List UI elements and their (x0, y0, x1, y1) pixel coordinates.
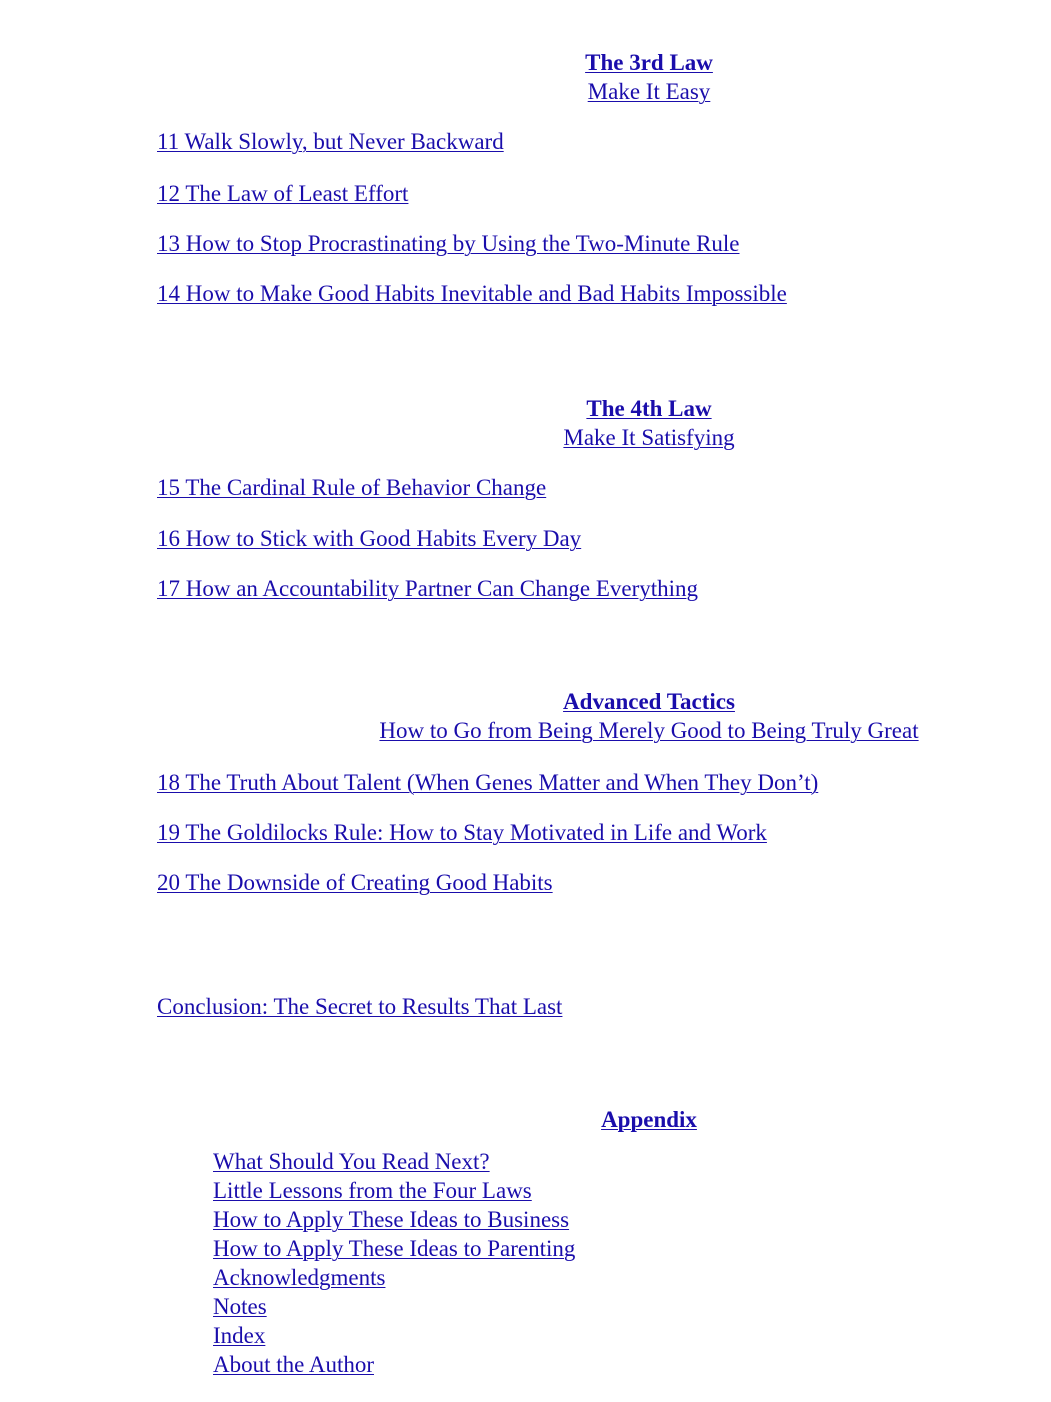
appendix-item-link[interactable]: Little Lessons from the Four Laws (213, 1178, 532, 1203)
advanced-tactics-title-link[interactable]: Advanced Tactics (563, 689, 735, 714)
part-3-title-link[interactable]: The 3rd Law (585, 50, 713, 75)
part-4-subtitle-link[interactable]: Make It Satisfying (563, 425, 735, 450)
appendix-item-link[interactable]: What Should You Read Next? (213, 1149, 490, 1174)
advanced-tactics-subtitle-link[interactable]: How to Go from Being Merely Good to Being Truly Great (379, 718, 919, 743)
appendix-item-link[interactable]: About the Author (213, 1352, 374, 1377)
appendix-item-link[interactable]: How to Apply These Ideas to Parenting (213, 1236, 576, 1261)
chapter-11-link[interactable]: 11 Walk Slowly, but Never Backward (157, 129, 504, 154)
conclusion-link[interactable]: Conclusion: The Secret to Results That Last (157, 994, 563, 1019)
chapter-19-link[interactable]: 19 The Goldilocks Rule: How to Stay Motivated in Life and Work (157, 820, 767, 845)
appendix-item-link[interactable]: How to Apply These Ideas to Business (213, 1207, 570, 1232)
chapter-13-link[interactable]: 13 How to Stop Procrastinating by Using the Two-Minute Rule (157, 231, 740, 256)
appendix-item-link[interactable]: Acknowledgments (213, 1265, 386, 1290)
chapter-20-link[interactable]: 20 The Downside of Creating Good Habits (157, 870, 553, 895)
chapter-18-link[interactable]: 18 The Truth About Talent (When Genes Matter and When They Don’t) (157, 770, 819, 795)
chapter-12-link[interactable]: 12 The Law of Least Effort (157, 181, 409, 206)
chapter-16-link[interactable]: 16 How to Stick with Good Habits Every Day (157, 526, 582, 551)
appendix-title-link[interactable]: Appendix (601, 1107, 697, 1132)
chapter-14-link[interactable]: 14 How to Make Good Habits Inevitable and Bad Habits Impossible (157, 281, 787, 306)
chapter-17-link[interactable]: 17 How an Accountability Partner Can Change Everything (157, 576, 699, 601)
part-3-subtitle-link[interactable]: Make It Easy (587, 79, 711, 104)
part-4-title-link[interactable]: The 4th Law (586, 396, 712, 421)
chapter-15-link[interactable]: 15 The Cardinal Rule of Behavior Change (157, 475, 547, 500)
appendix-item-link[interactable]: Notes (213, 1294, 267, 1319)
appendix-item-link[interactable]: Index (213, 1323, 266, 1348)
